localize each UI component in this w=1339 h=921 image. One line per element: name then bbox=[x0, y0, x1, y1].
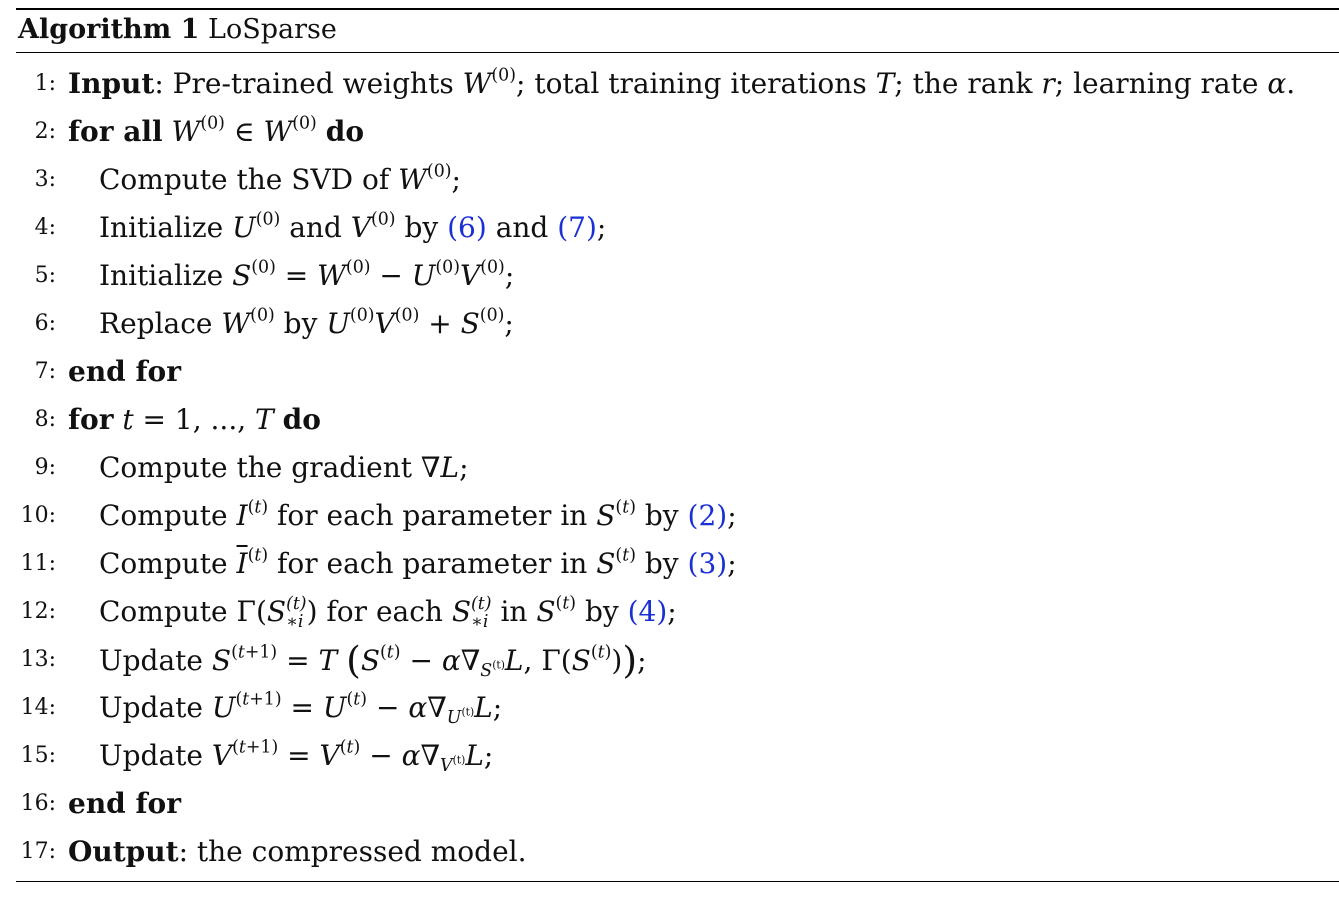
line-number: 10: bbox=[20, 503, 56, 528]
line-number: 1: bbox=[34, 71, 56, 96]
math: $\overline{I}$ bbox=[236, 547, 248, 580]
line-number: 4: bbox=[34, 215, 56, 240]
keyword-do: do bbox=[282, 403, 321, 436]
keyword-input: Input bbox=[68, 67, 155, 100]
math: W bbox=[398, 163, 427, 196]
text: ; bbox=[727, 547, 737, 580]
line-content bbox=[68, 782, 181, 826]
line-number: 16: bbox=[20, 791, 56, 816]
math: $S^{(t+1)} = T$ ($S^{(t)} - \alpha\nabla_{S^{(t)}}L$, $\Gamma(S^{(t)})$) bbox=[211, 638, 638, 682]
text: by bbox=[635, 547, 688, 580]
text: ; bbox=[492, 691, 503, 724]
math: α bbox=[1267, 67, 1287, 100]
text: Compute bbox=[99, 595, 237, 628]
text: Initialize bbox=[99, 259, 233, 292]
math: (t) bbox=[247, 545, 269, 566]
text: Replace bbox=[99, 307, 222, 340]
line-content: for all $W^{(0)}$ ∈ $W^{(0)}$ do bbox=[68, 113, 364, 148]
line-content bbox=[99, 542, 737, 586]
line-number: 12: bbox=[20, 599, 56, 624]
text: Compute the SVD of bbox=[99, 163, 399, 196]
text: ; bbox=[667, 595, 677, 628]
math: W bbox=[317, 259, 346, 292]
keyword-output: Output bbox=[68, 835, 179, 868]
text: ; bbox=[727, 499, 737, 532]
math: T bbox=[255, 403, 274, 436]
line-number: 8: bbox=[34, 407, 56, 432]
text: ; learning rate bbox=[1054, 67, 1268, 100]
math: t bbox=[122, 403, 134, 436]
math: (t) bbox=[247, 497, 269, 518]
text: by bbox=[274, 307, 327, 340]
algorithm-label: Algorithm 1 bbox=[18, 14, 200, 45]
math: U bbox=[411, 259, 436, 292]
line-content bbox=[99, 638, 647, 683]
math: I bbox=[236, 499, 248, 532]
math: S bbox=[536, 595, 556, 628]
text: Update bbox=[99, 691, 212, 724]
text: : the compressed model. bbox=[178, 835, 527, 868]
text: ; bbox=[459, 451, 469, 484]
text: ; bbox=[504, 307, 514, 340]
math: ∇ bbox=[420, 451, 441, 484]
text: by bbox=[635, 499, 688, 532]
line-content bbox=[68, 350, 181, 394]
equation-ref-link[interactable]: (4) bbox=[627, 595, 668, 628]
math: (0) bbox=[292, 113, 317, 134]
math: (t) bbox=[555, 593, 577, 614]
text: Compute the gradient bbox=[99, 451, 421, 484]
text: for each bbox=[317, 595, 452, 628]
line-content bbox=[99, 590, 677, 634]
line-content: for t = 1, ..., T do bbox=[68, 403, 321, 436]
text: and bbox=[486, 211, 558, 244]
math: $V^{(t+1)} = V^{(t)} - \alpha\nabla_{V^{(t)}}L$ bbox=[211, 737, 484, 777]
math: S (t) ∗i bbox=[451, 594, 492, 632]
line-content bbox=[99, 158, 461, 202]
text: ; bbox=[504, 259, 515, 292]
keyword-for-all: for all bbox=[68, 115, 163, 148]
text: Update bbox=[99, 739, 212, 772]
line-number: 6: bbox=[34, 311, 56, 336]
math: (0) bbox=[251, 257, 276, 278]
text: by bbox=[576, 595, 628, 628]
line-number: 5: bbox=[34, 263, 56, 288]
text: for each parameter in bbox=[268, 499, 597, 532]
algorithm-caption bbox=[18, 12, 337, 48]
math: W bbox=[263, 115, 293, 148]
math: (0) bbox=[479, 305, 505, 326]
caption-rule bbox=[16, 52, 1339, 53]
math: (0) bbox=[200, 113, 225, 134]
math: T bbox=[875, 67, 895, 100]
math: U bbox=[326, 307, 350, 340]
text: Initialize bbox=[99, 211, 233, 244]
math: (0) bbox=[349, 305, 375, 326]
math: U bbox=[232, 211, 256, 244]
math: S bbox=[596, 499, 616, 532]
math: L bbox=[440, 451, 460, 484]
text: : Pre-trained weights bbox=[154, 67, 463, 100]
line-content: Replace $W^{(0)}$ by $U^{(0)}V^{(0)} + S^{(0)}$; bbox=[99, 305, 514, 340]
equation-ref-link[interactable]: (2) bbox=[687, 499, 728, 532]
line-number: 9: bbox=[34, 455, 56, 480]
math: (t) bbox=[615, 497, 636, 518]
math: W bbox=[221, 307, 251, 340]
math: (0) bbox=[480, 257, 505, 278]
math: W bbox=[171, 115, 201, 148]
math: S bbox=[460, 307, 480, 340]
line-number: 15: bbox=[20, 743, 56, 768]
math: (0) bbox=[250, 305, 275, 326]
math: (0) bbox=[491, 65, 516, 86]
math: S bbox=[596, 547, 616, 580]
line-number: 3: bbox=[34, 167, 56, 192]
text: ; the rank bbox=[894, 67, 1042, 100]
line-content bbox=[68, 62, 1295, 106]
equation-ref-link[interactable]: (7) bbox=[557, 211, 597, 244]
text: ; bbox=[596, 211, 607, 244]
algorithm-name: LoSparse bbox=[208, 14, 337, 45]
math: (0) bbox=[255, 209, 281, 230]
math: Γ(S (t) ∗i ) bbox=[236, 594, 318, 632]
math: (0) bbox=[345, 257, 371, 278]
line-number: 7: bbox=[34, 359, 56, 384]
text: for each parameter in bbox=[268, 547, 597, 580]
bottom-rule bbox=[16, 881, 1339, 882]
line-content bbox=[99, 734, 493, 778]
math: (t) bbox=[615, 545, 636, 566]
keyword-do: do bbox=[325, 115, 364, 148]
math: (0) bbox=[435, 257, 460, 278]
keyword-for: for bbox=[68, 403, 114, 436]
math: (0) bbox=[394, 305, 420, 326]
line-number: 17: bbox=[20, 839, 56, 864]
math: $U^{(t+1)} = U^{(t)} - \alpha\nabla_{U^{(t)}}L$ bbox=[211, 689, 493, 729]
text: and bbox=[280, 211, 351, 244]
line-content bbox=[99, 206, 606, 250]
line-content bbox=[99, 686, 502, 730]
equation-ref-link[interactable]: (3) bbox=[687, 547, 728, 580]
line-number: 14: bbox=[20, 695, 56, 720]
line-content bbox=[68, 830, 527, 874]
text: Compute bbox=[99, 547, 237, 580]
top-rule bbox=[16, 8, 1339, 10]
math: S bbox=[232, 259, 252, 292]
text: ; bbox=[483, 739, 494, 772]
equation-ref-link[interactable]: (6) bbox=[447, 211, 487, 244]
text: . bbox=[1286, 67, 1296, 100]
math: (0) bbox=[426, 161, 452, 182]
text: Compute bbox=[99, 499, 237, 532]
line-number: 11: bbox=[20, 551, 56, 576]
text: in bbox=[491, 595, 537, 628]
line-content bbox=[99, 494, 737, 538]
text: Update bbox=[99, 643, 212, 677]
math: r bbox=[1041, 67, 1055, 100]
math: V bbox=[459, 259, 481, 292]
text: by bbox=[395, 211, 448, 244]
line-content: Initialize $S^{(0)} = W^{(0)} - U^{(0)}V^{(0)}$; bbox=[99, 257, 515, 292]
text: ; bbox=[637, 643, 647, 677]
line-number: 13: bbox=[20, 647, 56, 672]
line-content bbox=[99, 446, 469, 490]
math: V bbox=[374, 307, 395, 340]
text: ; bbox=[451, 163, 461, 196]
keyword-end-for: end for bbox=[68, 787, 181, 820]
math: (0) bbox=[370, 209, 396, 230]
math: V bbox=[350, 211, 371, 244]
text: ; total training iterations bbox=[515, 67, 876, 100]
keyword-end-for: end for bbox=[68, 355, 181, 388]
math: W bbox=[462, 67, 492, 100]
line-number: 2: bbox=[34, 119, 56, 144]
